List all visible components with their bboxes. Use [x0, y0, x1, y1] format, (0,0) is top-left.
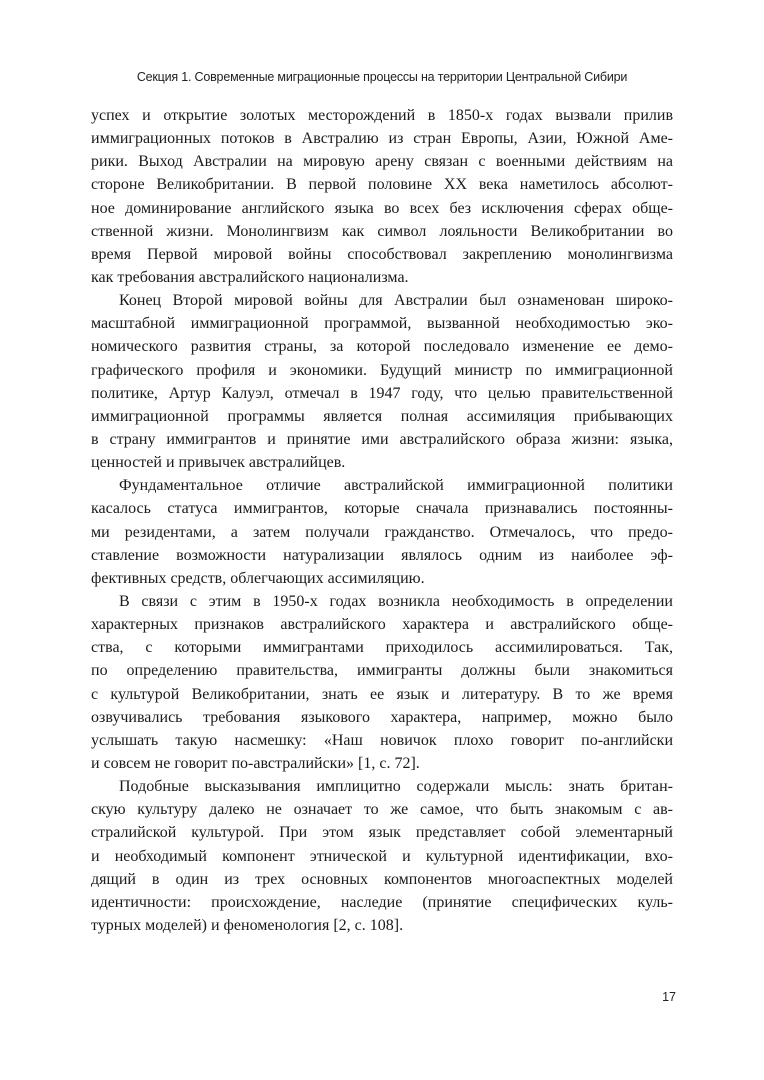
text-line: масштабной иммиграционной программой, вызванной необходимостью эко-	[91, 315, 673, 333]
text-line: озвучивались требования языкового характера, например, можно было	[91, 708, 673, 726]
text-line: политике, Артур Калуэл, отмечал в 1947 году, что целью правительственной	[91, 384, 673, 402]
text-line: идентичности: происхождение, наследие (принятие специфических куль-	[91, 893, 673, 911]
text-line: стороне Великобритании. В первой половине XX века наметилось абсолют-	[91, 176, 673, 194]
text-line: Подобные высказывания имплицитно содержали мысль: знать британ-	[119, 778, 673, 796]
text-line: ставление возможности натурализации являлось одним из наиболее эф-	[91, 546, 673, 564]
text-line: ное доминирование английского языка во всех без исключения сферах обще-	[91, 199, 673, 217]
text-line: ми резидентами, а затем получали гражданство. Отмечалось, что предо-	[91, 523, 673, 541]
paragraph-2	[91, 289, 673, 474]
text-line: характерных признаков австралийского характера и австралийского обще-	[91, 616, 673, 634]
text-line: и необходимый компонент этнической и культурной идентификации, вхо-	[91, 847, 673, 865]
text-line: Конец Второй мировой войны для Австралии был ознаменован широко-	[119, 292, 673, 310]
text-line: касалось статуса иммигрантов, которые сначала признавались постоянны-	[91, 500, 673, 518]
text-line: В связи с этим в 1950-х годах возникла необходимость в определении	[119, 592, 673, 610]
page-number: 17	[662, 990, 676, 1004]
text-line: дящий в один из трех основных компонентов многоаспектных моделей	[91, 870, 673, 888]
text-line: иммиграционной программы является полная ассимиляция прибывающих	[91, 407, 673, 425]
text-line: время Первой мировой войны способствовал закреплению монолингвизма	[91, 245, 673, 263]
body-text	[91, 104, 673, 937]
text-line: турных моделей) и феноменология [2, с. 108].	[91, 916, 404, 934]
text-line: фективных средств, облегчающих ассимиляцию.	[91, 569, 425, 587]
running-header: Секция 1. Современные миграционные процессы на территории Центральной Сибири	[136, 70, 628, 84]
text-line: и совсем не говорит по-австралийски» [1, с. 72].	[91, 754, 420, 772]
text-line: скую культуру далеко не означает то же самое, что быть знакомым с ав-	[91, 801, 673, 819]
text-line: рики. Выход Австралии на мировую арену связан с военными действиям на	[91, 153, 673, 171]
text-line: иммиграционных потоков в Австралию из стран Европы, Азии, Южной Аме-	[91, 130, 673, 148]
text-line: ценностей и привычек австралийцев.	[91, 454, 346, 472]
paragraph-3	[91, 474, 673, 590]
text-line: в страну иммигрантов и принятие ими австралийского образа жизни: языка,	[91, 430, 673, 448]
text-line: графического профиля и экономики. Будущий министр по иммиграционной	[91, 361, 673, 379]
text-line: по определению правительства, иммигранты должны были знакомиться	[91, 662, 673, 680]
text-line: успех и открытие золотых месторождений в 1850-х годах вызвали прилив	[91, 107, 673, 124]
text-line: как требования австралийского национализма.	[91, 268, 409, 286]
text-line: ственной жизни. Монолингвизм как символ лояльности Великобритании во	[91, 222, 673, 240]
text-line: номического развития страны, за которой последовало изменение ее демо-	[91, 338, 673, 356]
text-line: услышать такую насмешку: «Наш новичок плохо говорит по-английски	[91, 731, 673, 749]
text-line: с культурой Великобритании, знать ее язык и литературу. В то же время	[91, 685, 673, 703]
text-line: ства, с которыми иммигрантами приходилось ассимилироваться. Так,	[91, 639, 673, 657]
paragraph-4	[91, 590, 673, 775]
paragraph-5	[91, 775, 673, 937]
paragraph-1	[91, 104, 673, 289]
text-line: стралийской культурой. При этом язык представляет собой элементарный	[91, 824, 673, 842]
text-line: Фундаментальное отличие австралийской иммиграционной политики	[119, 477, 673, 495]
